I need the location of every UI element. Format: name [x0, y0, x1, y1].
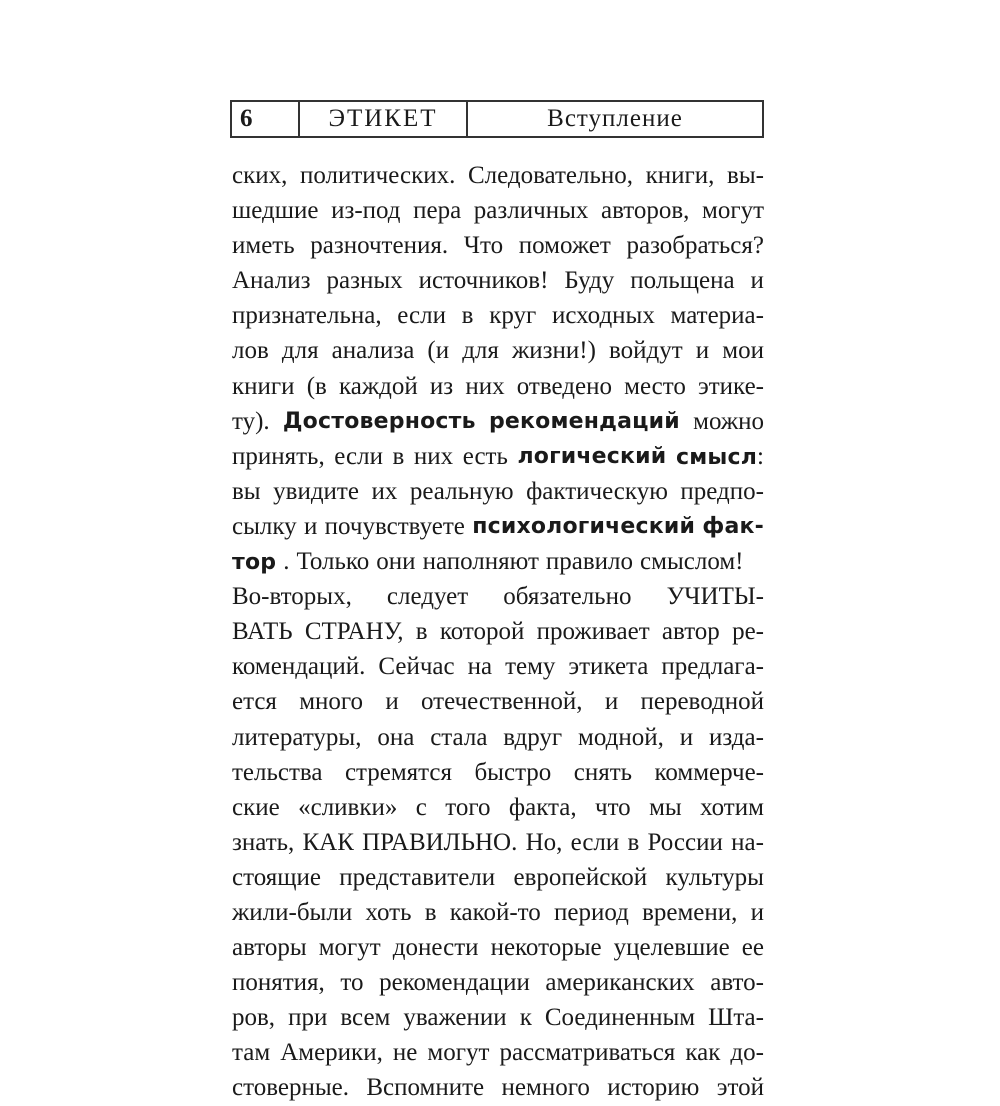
- word: «сливки»: [298, 793, 398, 821]
- word: на-: [731, 828, 764, 856]
- word: Соединенным: [544, 1004, 696, 1032]
- word: мои: [722, 337, 764, 365]
- word: много: [299, 688, 364, 716]
- word: представители: [339, 863, 496, 891]
- word: круг: [489, 302, 537, 330]
- word: УЧИТЫ-: [666, 583, 764, 611]
- word: жизни!): [512, 337, 596, 365]
- body-text: [232, 158, 764, 1106]
- word: следует: [386, 583, 469, 611]
- word: предлага-: [661, 653, 764, 681]
- word: Только: [296, 548, 370, 576]
- text-line: [232, 860, 764, 895]
- word: донести: [392, 934, 479, 962]
- word: в: [461, 302, 474, 330]
- word: и: [750, 898, 764, 926]
- text-line: [232, 614, 764, 649]
- text-line: [232, 333, 764, 368]
- running-header: [230, 100, 764, 138]
- word: можно: [693, 407, 764, 435]
- word: разных: [326, 267, 403, 295]
- text-line: [232, 263, 764, 298]
- word: лов: [232, 337, 269, 365]
- word: разночтения.: [310, 232, 449, 260]
- text-line: [232, 228, 764, 263]
- word: правило: [545, 548, 634, 576]
- section-title: Вступление: [547, 105, 683, 132]
- word: и: [750, 267, 764, 295]
- word: поможет: [518, 232, 611, 260]
- text-line: [232, 579, 764, 614]
- text-line: [232, 509, 764, 544]
- word: вы: [232, 477, 261, 505]
- word: изда-: [708, 723, 764, 751]
- word: хоть: [365, 898, 412, 926]
- word: этике-: [698, 372, 764, 400]
- word: и: [385, 688, 399, 716]
- word: Вспомните: [366, 1074, 485, 1102]
- word: до-: [730, 1039, 764, 1067]
- bold-word: Достоверность: [282, 408, 476, 434]
- word: литературы,: [232, 723, 362, 751]
- word: (в: [306, 372, 327, 400]
- word: шедшие: [232, 197, 319, 225]
- bold-word: логический: [517, 443, 667, 469]
- word: как: [685, 1039, 721, 1067]
- word: увидите: [273, 477, 359, 505]
- text-line: [232, 1070, 764, 1105]
- word: иметь: [232, 232, 295, 260]
- word: Шта-: [708, 1004, 764, 1032]
- text-line: [232, 965, 764, 1000]
- word: мы: [649, 793, 682, 821]
- word: разобраться?: [626, 232, 764, 260]
- text-line: [232, 684, 764, 719]
- word: американских: [545, 969, 695, 997]
- word: ских,: [232, 162, 288, 189]
- word: наполняют: [422, 548, 539, 576]
- word: России: [647, 828, 723, 856]
- word: (и: [427, 337, 450, 365]
- word: могут: [702, 197, 764, 225]
- word: Во-вторых,: [232, 583, 352, 611]
- bold-word: смысл: [675, 444, 758, 470]
- text-line: [232, 1000, 764, 1035]
- word: войдут: [609, 337, 683, 365]
- word: некоторые: [490, 934, 602, 962]
- word: на: [467, 653, 493, 681]
- text-line: [232, 895, 764, 930]
- word: книги: [232, 372, 295, 400]
- word: могут: [318, 934, 381, 962]
- word: :: [757, 442, 764, 470]
- word: стоверные.: [232, 1074, 349, 1102]
- book-title: ЭТИКЕТ: [300, 102, 468, 136]
- word: материа-: [670, 302, 764, 330]
- word: СТРАНУ,: [304, 618, 404, 646]
- word: Сейчас: [378, 653, 455, 681]
- text-line: [232, 369, 764, 404]
- word: понятия,: [232, 969, 325, 997]
- word: рекомендации: [379, 969, 530, 997]
- word: хотим: [700, 793, 764, 821]
- word: Буду: [564, 267, 615, 295]
- word: тему: [505, 653, 556, 681]
- text-line: [232, 474, 764, 509]
- word: рассматриваться: [499, 1039, 676, 1067]
- word: в: [424, 898, 437, 926]
- text-line: [232, 790, 764, 825]
- word: ту).: [232, 407, 270, 435]
- bold-word: фак-: [702, 513, 764, 539]
- word: из: [429, 372, 454, 400]
- word: есть: [462, 442, 508, 470]
- text-line: [232, 825, 764, 860]
- text-line: [232, 298, 764, 333]
- text-line: [232, 1035, 764, 1070]
- word: и: [679, 723, 694, 751]
- word: и: [303, 512, 318, 540]
- word: если: [334, 442, 383, 470]
- word: и: [604, 688, 619, 716]
- word: для: [281, 337, 319, 365]
- word: признательна,: [232, 302, 382, 330]
- word: них: [413, 442, 454, 470]
- word: пера: [413, 197, 462, 225]
- word: анализа: [331, 337, 415, 365]
- word: жили-были: [232, 898, 353, 926]
- word: тельства: [232, 758, 323, 786]
- word: в: [415, 618, 428, 646]
- word: там: [232, 1039, 271, 1067]
- word: реальную: [409, 477, 514, 505]
- word: место: [624, 372, 686, 400]
- word: ре-: [732, 618, 764, 646]
- word: в: [627, 828, 640, 856]
- word: что: [595, 793, 631, 821]
- text-line: [232, 158, 764, 193]
- word: не: [392, 1039, 418, 1067]
- word: ПРАВИЛЬНО.: [362, 828, 518, 856]
- word: знать,: [232, 828, 295, 856]
- text-line: [232, 193, 764, 228]
- word: ские: [232, 793, 280, 821]
- word: книги,: [645, 162, 715, 189]
- word: ее: [741, 934, 764, 962]
- word: если: [397, 302, 446, 330]
- word: смыслом!: [640, 548, 744, 576]
- word: они: [376, 548, 416, 576]
- word: для: [462, 337, 499, 365]
- word: при: [288, 1004, 328, 1032]
- word: Америки,: [280, 1039, 383, 1067]
- word: отечественной,: [421, 688, 583, 716]
- word: времени,: [642, 898, 738, 926]
- word: стремятся: [344, 758, 453, 786]
- word: уважении: [403, 1004, 507, 1032]
- word: их: [371, 477, 398, 505]
- word-group: [676, 439, 764, 474]
- word: сылку: [232, 512, 297, 540]
- word: уцелевшие: [613, 934, 730, 962]
- text-line: [232, 544, 764, 579]
- word: фактическую: [526, 477, 668, 505]
- word: .: [283, 548, 290, 576]
- word: почувствуете: [324, 512, 465, 540]
- word: ров,: [232, 1004, 276, 1032]
- word: немного: [501, 1074, 590, 1102]
- text-line: [232, 930, 764, 965]
- word: Следовательно,: [467, 162, 634, 189]
- text-line: [232, 720, 764, 755]
- word: историю: [607, 1074, 700, 1102]
- word: проживает: [536, 618, 650, 646]
- word: различных: [473, 197, 589, 225]
- word: вдруг: [503, 723, 563, 751]
- word: обязательно: [503, 583, 632, 611]
- word: них: [465, 372, 505, 400]
- word: авторов,: [600, 197, 690, 225]
- word: источников!: [418, 267, 549, 295]
- word: в: [392, 442, 405, 470]
- word: переводной: [640, 688, 764, 716]
- word: коммерче-: [654, 758, 764, 786]
- bold-word: тор: [232, 550, 277, 576]
- text-line: [232, 755, 764, 790]
- word: стоящие: [232, 863, 321, 891]
- word: того: [445, 793, 491, 821]
- word: предпо-: [680, 477, 764, 505]
- word: авто-: [710, 969, 764, 997]
- word: принять,: [232, 442, 325, 470]
- word: исходных: [551, 302, 655, 330]
- word: этикета: [568, 653, 649, 681]
- word: с: [415, 793, 427, 821]
- word: каждой: [339, 372, 418, 400]
- text-line: [232, 404, 764, 439]
- word: стала: [430, 723, 488, 751]
- word: культуры: [665, 863, 764, 891]
- word: ется: [232, 688, 277, 716]
- bold-word: рекомендаций: [488, 408, 680, 434]
- word: к: [519, 1004, 532, 1032]
- word: быстро: [474, 758, 552, 786]
- word: из-под: [331, 197, 401, 225]
- word: Что: [463, 232, 504, 260]
- word: она: [377, 723, 415, 751]
- word: автор: [661, 618, 720, 646]
- word: какой-то: [449, 898, 541, 926]
- word: авторы: [232, 934, 307, 962]
- word: факта,: [508, 793, 577, 821]
- word: польщена: [630, 267, 735, 295]
- page-number: 6: [232, 102, 300, 136]
- word: и: [695, 337, 710, 365]
- bold-word: психологический: [472, 513, 696, 539]
- word: которой: [439, 618, 525, 646]
- word: вы-: [727, 162, 764, 189]
- text-line: [232, 439, 764, 474]
- word: Но,: [525, 828, 563, 856]
- word-group: [232, 544, 289, 579]
- word: этой: [716, 1074, 764, 1102]
- word: КАК: [302, 828, 354, 856]
- word: то: [340, 969, 364, 997]
- word: Анализ: [232, 267, 311, 295]
- text-line: [232, 649, 764, 684]
- word: комендаций.: [232, 653, 366, 681]
- word: модной,: [578, 723, 664, 751]
- word: если: [570, 828, 620, 856]
- word: всем: [340, 1004, 391, 1032]
- word: ВАТЬ: [232, 618, 293, 646]
- word: могут: [427, 1039, 490, 1067]
- word: снять: [573, 758, 633, 786]
- word: политических.: [299, 162, 456, 189]
- word: отведено: [516, 372, 612, 400]
- word: европейской: [513, 863, 648, 891]
- word: период: [553, 898, 629, 926]
